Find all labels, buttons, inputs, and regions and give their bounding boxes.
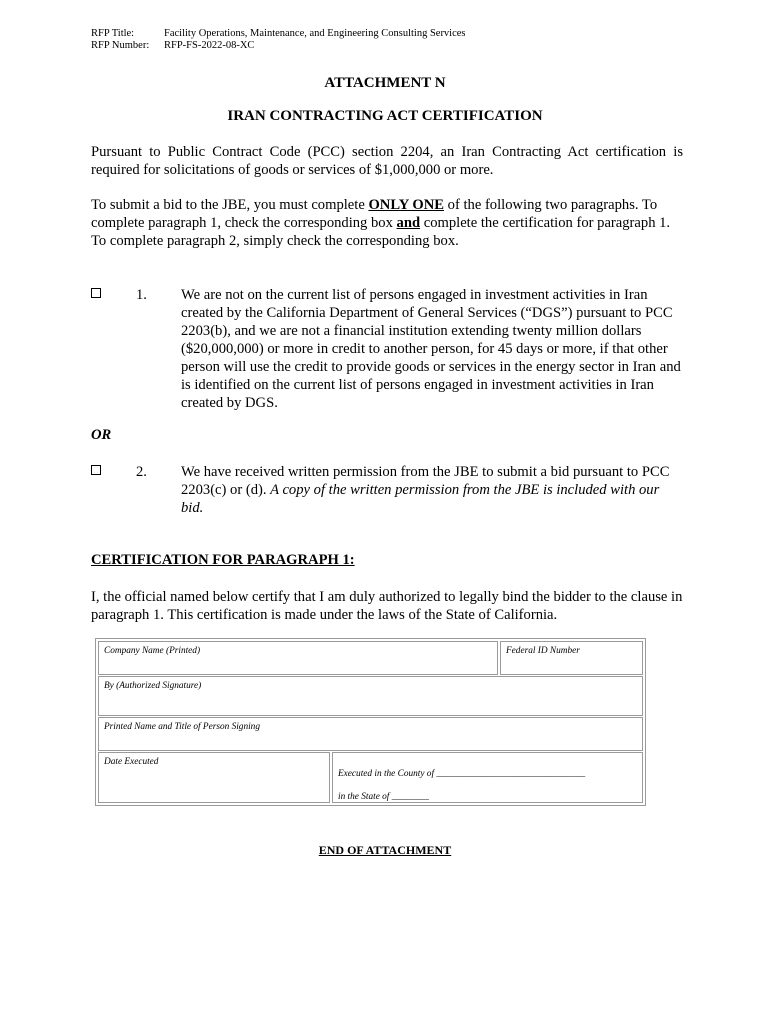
instructions-text-2: of the following two paragraphs. To complete paragraph 1, check the corresponding box xyxy=(91,197,658,231)
rfp-header xyxy=(91,28,466,52)
execution-location-field[interactable] xyxy=(332,752,643,803)
instructions-paragraph xyxy=(91,196,683,250)
option-2-italic: A copy of the written permission from the JBE is included with our bid. xyxy=(181,482,660,516)
only-one-emphasis: ONLY ONE xyxy=(368,197,445,213)
or-label: OR xyxy=(91,427,112,443)
federal-id-field[interactable]: Federal ID Number xyxy=(500,641,643,675)
signature-field[interactable]: By (Authorized Signature) xyxy=(98,676,643,716)
printed-name-field[interactable]: Printed Name and Title of Person Signing xyxy=(98,717,643,751)
rfp-number-value: RFP-FS-2022-08-XC xyxy=(164,40,255,51)
option-2-checkbox[interactable] xyxy=(91,465,101,475)
end-label: END OF ATTACHMENT xyxy=(318,843,452,857)
instructions-text-1: To submit a bid to the JBE, you must complete xyxy=(91,197,369,213)
signature-form xyxy=(95,638,646,806)
county-line: Executed in the County of ________________________________ xyxy=(338,769,586,779)
rfp-title-value: Facility Operations, Maintenance, and Engineering Consulting Services xyxy=(164,28,466,39)
cert-section-title: CERTIFICATION FOR PARAGRAPH 1: xyxy=(91,552,355,568)
rfp-title-label: RFP Title: xyxy=(91,28,135,39)
end-of-attachment xyxy=(0,843,770,858)
option-2-text xyxy=(181,463,681,517)
option-1-checkbox[interactable] xyxy=(91,288,101,298)
option-1-text: We are not on the current list of persons engaged in investment activities in Iran created by the California Department of General Services (“DGS”) pursuant to PCC 2203(b), and we are not a financial institution extending twenty million dollars ($20,000,000) or more in credit to another person, for 45 days or more, if that other person will use the credit to provide goods or services in the energy sector in Iran and is identified on the current list of persons engaged in investment activities in Iran created by DGS. xyxy=(181,287,681,411)
state-line: in the State of ________ xyxy=(338,792,429,802)
option-2-plain: We have received written permission from the JBE to submit a bid pursuant to PCC 2203(c) or (d). xyxy=(181,464,670,498)
company-name-field[interactable]: Company Name (Printed) xyxy=(98,641,498,675)
option-2-number: 2. xyxy=(136,464,147,480)
rfp-number-label: RFP Number: xyxy=(91,40,150,51)
instructions-text-3: complete the certification for paragraph 1. To complete paragraph 2, simply check the corresponding box. xyxy=(91,215,671,249)
attachment-title: ATTACHMENT N xyxy=(324,75,446,91)
option-1-number: 1. xyxy=(136,287,147,303)
intro-paragraph: Pursuant to Public Contract Code (PCC) section 2204, an Iran Contracting Act certification is required for solicitations of goods or services of $1,000,000 or more. xyxy=(91,144,683,178)
cert-statement: I, the official named below certify that I am duly authorized to legally bind the bidder to the clause in paragraph 1. This certification is made under the laws of the State of California. xyxy=(91,589,683,623)
and-emphasis: and xyxy=(396,215,421,231)
date-executed-field[interactable]: Date Executed xyxy=(98,752,330,803)
certification-title: IRAN CONTRACTING ACT CERTIFICATION xyxy=(227,108,543,124)
